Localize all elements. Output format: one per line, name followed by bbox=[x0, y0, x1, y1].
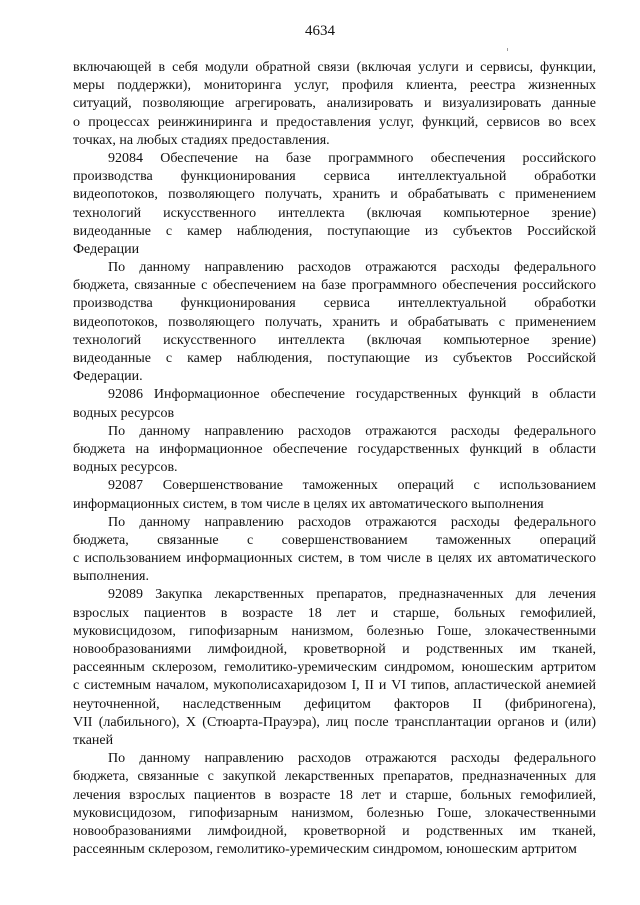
text-line: Федерации. bbox=[73, 369, 143, 385]
text-line: ситуаций, позволяющие агрегировать, анализировать и визуализировать данные bbox=[73, 96, 596, 112]
text-line: взрослых пациентов в возрасте 18 лет и старше, больных гемофилией, bbox=[73, 605, 596, 621]
paragraph bbox=[73, 477, 596, 513]
paragraph bbox=[73, 423, 596, 478]
text-line: Федерации bbox=[73, 241, 140, 257]
text-line: новообразованиями лимфоидной, кроветворной и родственных им тканей, bbox=[73, 642, 596, 657]
text-line: По данному направлению расходов отражаются расходы федерального bbox=[108, 260, 596, 276]
text-line: бюджета, связанные с совершенствованием таможенных операций bbox=[73, 532, 596, 548]
text-line: 92087 Совершенствование таможенных операций с использованием bbox=[108, 478, 596, 494]
text-line: новообразованиями лимфоидной, кроветворной и родственных им тканей, bbox=[73, 823, 596, 839]
text-line: меры поддержки), мониторинга услуг, профиля клиента, реестра жизненных bbox=[73, 78, 596, 94]
text-line: водных ресурсов. bbox=[73, 460, 178, 476]
paragraph bbox=[73, 750, 596, 859]
text-line: водных ресурсов bbox=[73, 405, 175, 421]
text-line: информационных систем, в том числе в целях их автоматического выполнения bbox=[73, 496, 544, 512]
scan-artifact-mark bbox=[507, 48, 508, 51]
document-body bbox=[73, 59, 596, 859]
text-line: неуточненной, наследственным дефицитом факторов II (фибриногена), bbox=[73, 696, 596, 712]
text-line: муковисцидозом, гипофизарным нанизмом, болезнью Гоше, злокачественными bbox=[73, 805, 596, 821]
text-line: производства функционирования сервиса интеллектуальной обработки bbox=[73, 296, 596, 312]
text-line: лечения взрослых пациентов в возрасте 18 лет и старше, больных гемофилией, bbox=[73, 787, 596, 803]
paragraph bbox=[73, 386, 596, 422]
text-line: муковисцидозом, гипофизарным нанизмом, болезнью Гоше, злокачественными bbox=[73, 623, 596, 639]
text-line: 92084 Обеспечение на базе программного обеспечения российского bbox=[108, 150, 596, 166]
text-line: технологий искусственного интеллекта (включая компьютерное зрение) bbox=[73, 205, 596, 221]
text-line: бюджета на информационное обеспечение государственных функций в области bbox=[73, 441, 596, 457]
text-line: VII (лабильного), X (Стюарта-Прауэра), лиц после трансплантации органов и (или) bbox=[73, 714, 596, 730]
text-line: По данному направлению расходов отражаются расходы федерального bbox=[108, 751, 596, 767]
text-line: видеопотоков, позволяющего получать, хранить и обрабатывать с применением bbox=[73, 314, 596, 330]
text-line: видеоданные с камер наблюдения, поступающие из субъектов Российской bbox=[73, 351, 596, 366]
text-line: технологий искусственного интеллекта (включая компьютерное зрение) bbox=[73, 332, 596, 348]
text-line: бюджета, связанные с обеспечением на базе программного обеспечения российского bbox=[73, 278, 596, 294]
text-line: бюджета, связанные с закупкой лекарственных препаратов, предназначенных для bbox=[73, 769, 596, 785]
text-line: рассеянным склерозом, гемолитико-уремическим синдромом, юношеским артритом bbox=[73, 660, 596, 676]
text-line: рассеянным склерозом, гемолитико-уремическим синдромом, юношеским артритом bbox=[73, 842, 577, 858]
paragraph bbox=[73, 150, 596, 259]
page-number: 4634 bbox=[305, 23, 335, 39]
text-line: с системным началом, мукополисахаридозом I, II и VI типов, апластической анемией bbox=[73, 678, 596, 694]
paragraph bbox=[73, 259, 596, 386]
text-line: 92089 Закупка лекарственных препаратов, предназначенных для лечения bbox=[108, 587, 596, 603]
text-line: тканей bbox=[73, 732, 114, 748]
paragraph bbox=[73, 59, 596, 150]
paragraph bbox=[73, 586, 596, 750]
text-line: о процессах реинжиниринга и предоставления услуг, функций, сервисов во всех bbox=[73, 114, 596, 130]
paragraph bbox=[73, 514, 596, 587]
text-line: видеопотоков, позволяющего получать, хранить и обрабатывать с применением bbox=[73, 187, 596, 203]
text-line: 92086 Информационное обеспечение государственных функций в области bbox=[108, 387, 596, 403]
text-line: По данному направлению расходов отражаются расходы федерального bbox=[108, 423, 596, 439]
text-line: производства функционирования сервиса интеллектуальной обработки bbox=[73, 169, 596, 185]
text-line: точках, на любых стадиях предоставления. bbox=[73, 132, 330, 148]
text-line: видеоданные с камер наблюдения, поступающие из субъектов Российской bbox=[73, 223, 596, 239]
text-line: включающей в себя модули обратной связи (включая услуги и сервисы, функции, bbox=[73, 60, 596, 75]
text-line: выполнения. bbox=[73, 569, 149, 585]
text-line: с использованием информационных систем, в том числе в целях их автоматического bbox=[73, 551, 596, 567]
text-line: По данному направлению расходов отражаются расходы федерального bbox=[108, 514, 596, 530]
